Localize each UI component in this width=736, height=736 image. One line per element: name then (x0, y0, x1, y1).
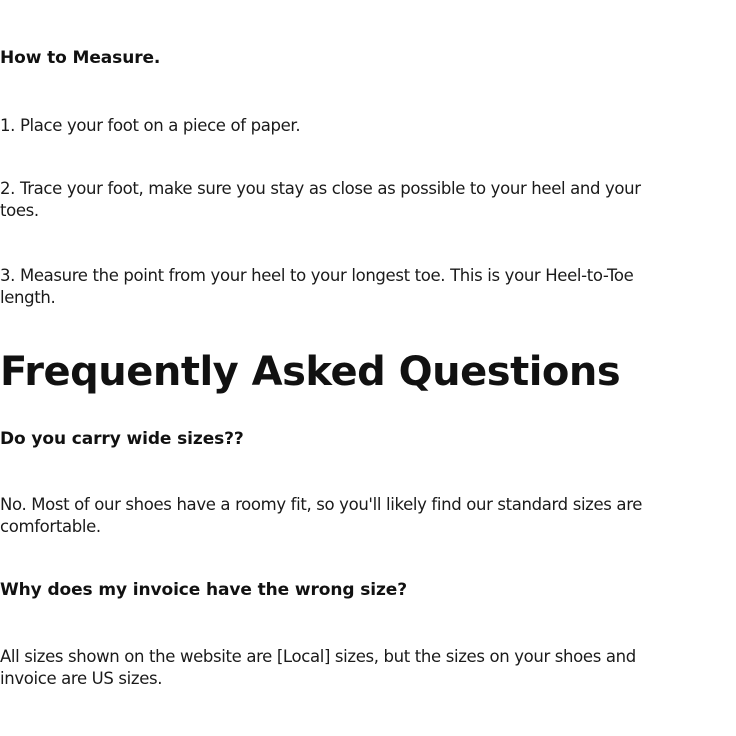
measure-step-2-line-2: toes. (0, 201, 39, 220)
how-to-measure-heading: How to Measure. (0, 48, 161, 68)
faq-answer-2-line-2: invoice are US sizes. (0, 669, 163, 688)
faq-title: Frequently Asked Questions (0, 349, 621, 395)
measure-step-3-line-2: length. (0, 288, 56, 307)
faq-question-1: Do you carry wide sizes?? (0, 429, 244, 449)
faq-answer-1-line-2: comfortable. (0, 517, 101, 536)
measure-step-3 (0, 265, 633, 309)
faq-answer-1-line-1: No. Most of our shoes have a roomy fit, so you'll likely find our standard sizes are (0, 495, 643, 514)
faq-answer-2-line-1: All sizes shown on the website are [Local] sizes, but the sizes on your shoes and (0, 647, 636, 666)
measure-step-1: 1. Place your foot on a piece of paper. (0, 116, 301, 135)
measure-step-2-line-1: 2. Trace your foot, make sure you stay as close as possible to your heel and your (0, 179, 641, 198)
faq-question-2: Why does my invoice have the wrong size? (0, 580, 407, 600)
measure-step-2 (0, 178, 641, 222)
faq-answer-2 (0, 646, 636, 690)
faq-answer-1 (0, 494, 642, 538)
measure-step-3-line-1: 3. Measure the point from your heel to your longest toe. This is your Heel-to-Toe (0, 266, 634, 285)
